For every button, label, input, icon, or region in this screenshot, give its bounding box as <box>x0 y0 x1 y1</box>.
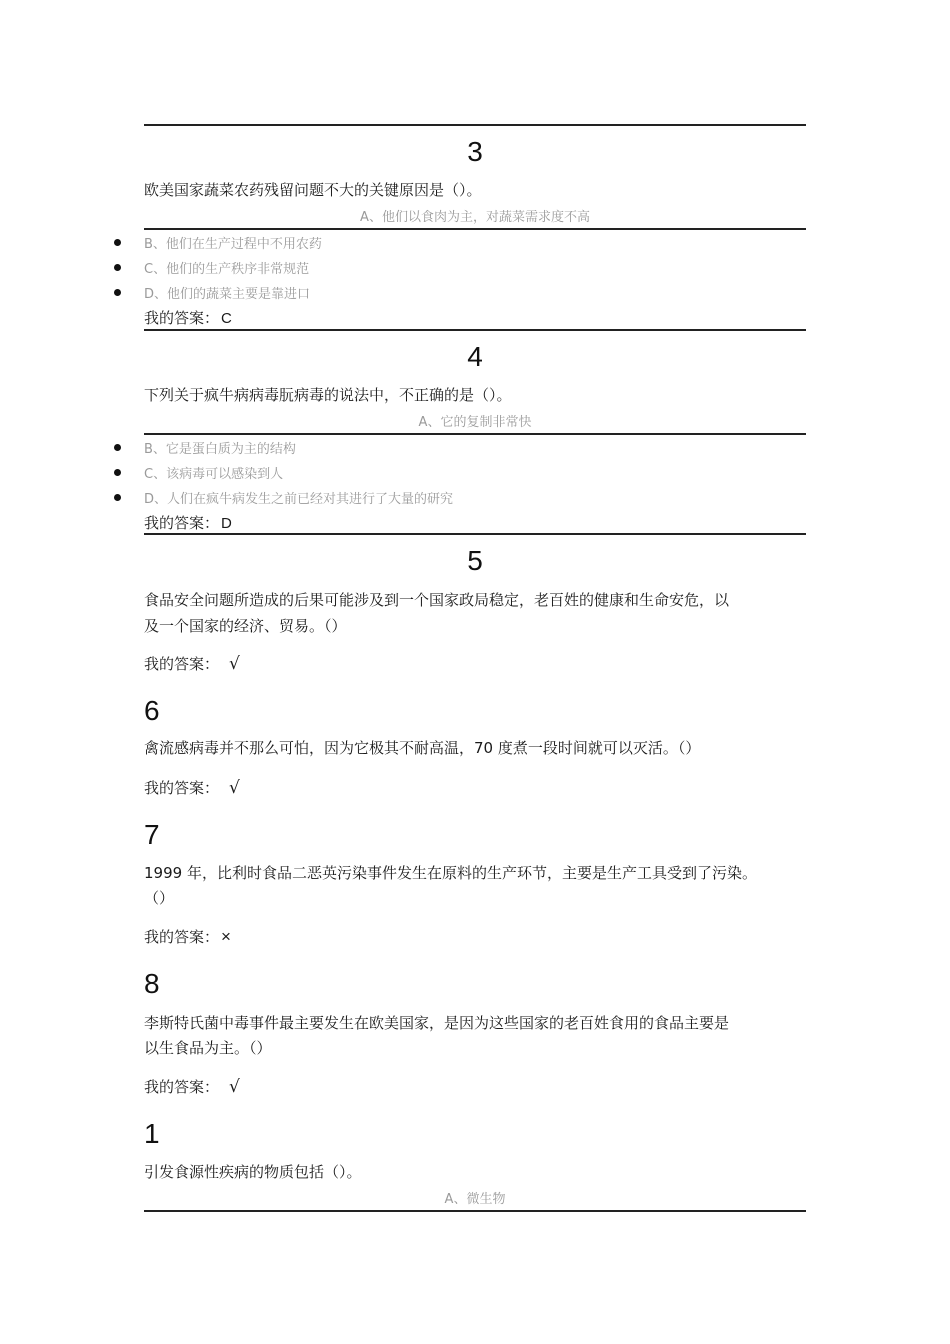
divider <box>144 533 806 535</box>
my-answer <box>144 926 231 947</box>
question-number: 5 <box>467 545 483 576</box>
my-answer <box>144 777 240 798</box>
answer-label: 我的答案： <box>144 655 220 673</box>
question-number: 6 <box>144 695 160 726</box>
question-stem: 下列关于疯牛病病毒朊病毒的说法中，不正确的是（）。 <box>144 386 512 404</box>
bullet-icon <box>114 444 121 451</box>
question-number: 8 <box>144 968 160 999</box>
question-stem: 欧美国家蔬菜农药残留问题不大的关键原因是（）。 <box>144 181 482 199</box>
divider <box>144 1210 806 1212</box>
bullet-icon <box>114 469 121 476</box>
option-a[interactable]: A、它的复制非常快 <box>418 415 532 430</box>
answer-label: 我的答案： <box>144 779 220 797</box>
my-answer <box>144 1076 240 1097</box>
answer-value: C <box>221 310 232 327</box>
answer-value: D <box>221 515 232 532</box>
check-mark-icon: √ <box>229 778 240 798</box>
bullet-icon <box>114 264 121 271</box>
divider <box>144 329 806 331</box>
question-stem-line: 食品安全问题所造成的后果可能涉及到一个国家政局稳定，老百姓的健康和生命安危，以 <box>144 591 730 609</box>
answer-label: 我的答案： <box>144 514 220 532</box>
bullet-icon <box>114 289 121 296</box>
bullet-icon <box>114 239 121 246</box>
option-a[interactable]: A、微生物 <box>444 1192 506 1207</box>
answer-label: 我的答案： <box>144 1078 220 1096</box>
option-c[interactable]: C、他们的生产秩序非常规范 <box>144 262 310 277</box>
option-c[interactable]: C、该病毒可以感染到人 <box>144 467 284 482</box>
check-mark-icon: √ <box>229 654 240 674</box>
question-number: 4 <box>467 341 483 372</box>
my-answer <box>144 653 240 674</box>
question-number: 3 <box>467 136 483 167</box>
option-a[interactable]: A、他们以食肉为主，对蔬菜需求度不高 <box>360 210 590 225</box>
option-d[interactable]: D、人们在疯牛病发生之前已经对其进行了大量的研究 <box>144 492 454 507</box>
bullet-icon <box>114 494 121 501</box>
question-number: 7 <box>144 819 160 850</box>
question-stem-line: 及一个国家的经济、贸易。（） <box>144 617 347 635</box>
option-d[interactable]: D、他们的蔬菜主要是靠进口 <box>144 287 311 302</box>
cross-mark-icon: × <box>221 927 231 946</box>
question-stem-line: 李斯特氏菌中毒事件最主要发生在欧美国家，是因为这些国家的老百姓食用的食品主要是 <box>144 1014 730 1032</box>
question-stem: 禽流感病毒并不那么可怕，因为它极其不耐高温，70 度煮一段时间就可以灭活。（） <box>144 739 701 757</box>
divider <box>144 228 806 230</box>
question-stem-line: 1999 年，比利时食品二恶英污染事件发生在原料的生产环节，主要是生产工具受到了污染。 <box>144 864 757 882</box>
my-answer <box>144 307 232 328</box>
divider <box>144 124 806 126</box>
divider <box>144 433 806 435</box>
my-answer <box>144 512 232 533</box>
question-stem-line: （） <box>144 889 175 907</box>
answer-label: 我的答案： <box>144 309 220 327</box>
question-number: 1 <box>144 1118 160 1149</box>
option-b[interactable]: B、它是蛋白质为主的结构 <box>144 442 296 457</box>
answer-label: 我的答案： <box>144 928 220 946</box>
question-stem: 引发食源性疾病的物质包括（）。 <box>144 1163 362 1181</box>
check-mark-icon: √ <box>229 1077 240 1097</box>
question-stem-line: 以生食品为主。（） <box>144 1039 272 1057</box>
option-b[interactable]: B、他们在生产过程中不用农药 <box>144 237 322 252</box>
